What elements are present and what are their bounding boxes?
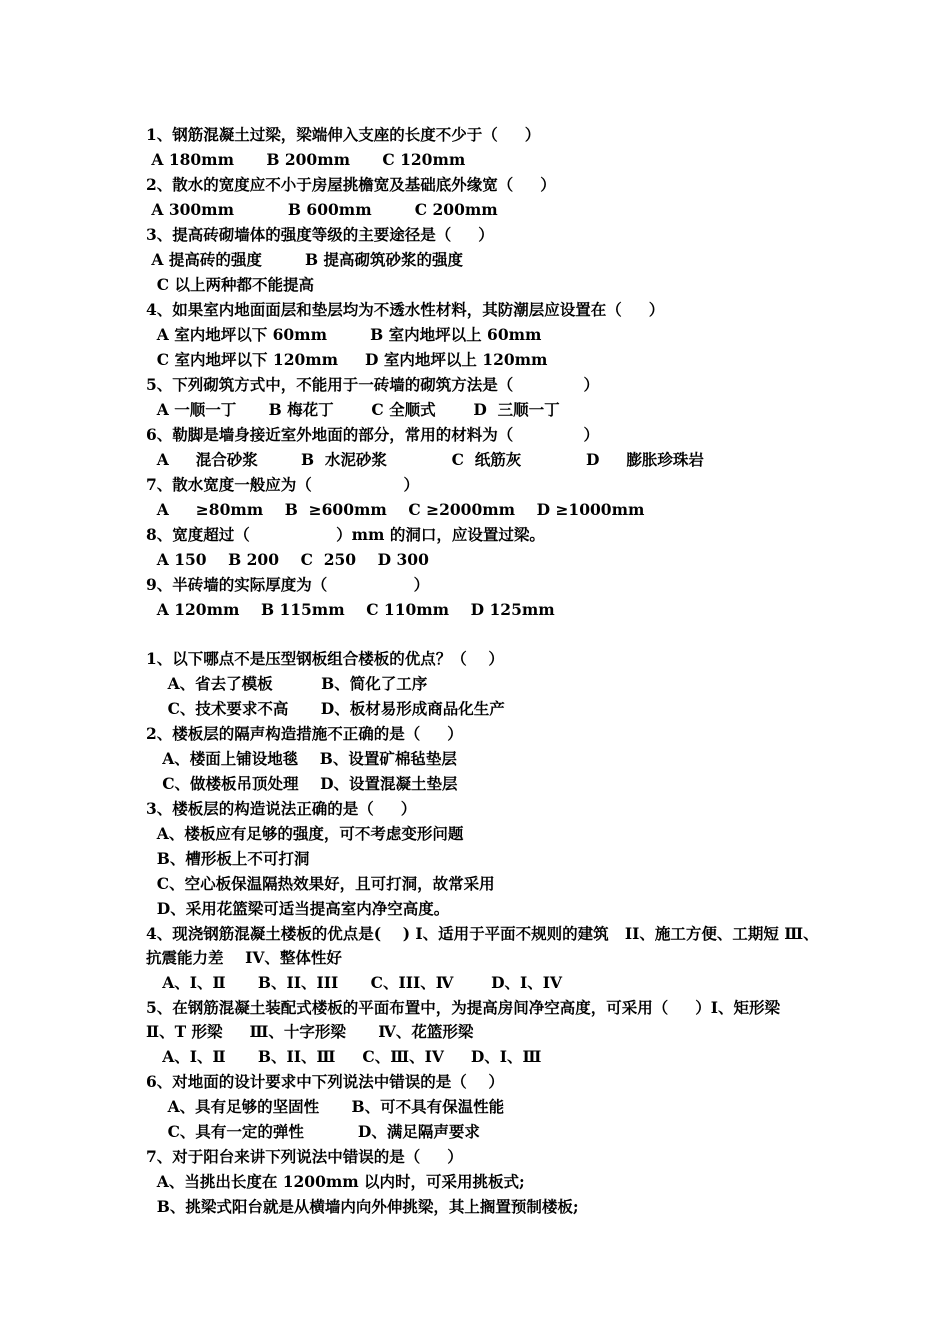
s1-question-4: 4、如果室内地面面层和垫层均为不透水性材料，其防潮层应设置在（ ）	[146, 300, 665, 319]
s2-options-2a: A、楼面上铺设地毯 B、设置矿棉毡垫层	[146, 749, 457, 768]
s1-options-6: A 混合砂浆 B 水泥砂浆 C 纸筋灰 D 膨胀珍珠岩	[146, 450, 704, 469]
s2-options-4: A、I、Ⅱ B、II、III C、III、Ⅳ D、I、IV	[146, 973, 563, 992]
s2-option-7a: A、当挑出长度在 1200mm 以内时，可采用挑板式;	[146, 1172, 525, 1191]
s1-question-6: 6、勒脚是墙身接近室外地面的部分，常用的材料为（ ）	[146, 425, 599, 444]
s2-option-3c: C、空心板保温隔热效果好，且可打洞，故常采用	[146, 874, 495, 893]
s1-question-3: 3、提高砖砌墙体的强度等级的主要途径是（ ）	[146, 225, 494, 244]
s2-option-7b: B、挑梁式阳台就是从横墙内向外伸挑梁，其上搁置预制楼板;	[146, 1197, 579, 1216]
s2-question-2: 2、楼板层的隔声构造措施不正确的是（ ）	[146, 724, 463, 743]
s2-options-1a: A、省去了模板 B、简化了工序	[146, 674, 428, 693]
s1-question-1: 1、钢筋混凝土过梁，梁端伸入支座的长度不少于（ ）	[146, 125, 541, 144]
s1-question-5: 5、下列砌筑方式中，不能用于一砖墙的砌筑方法是（ ）	[146, 375, 599, 394]
s1-options-1: A 180mm B 200mm C 120mm	[146, 150, 466, 169]
s1-question-2: 2、散水的宽度应不小于房屋挑檐宽及基础底外缘宽（ ）	[146, 175, 556, 194]
s1-options-7: A ≥80mm B ≥600mm C ≥2000mm D ≥1000mm	[146, 500, 645, 519]
s2-options-5: A、I、Ⅱ B、II、Ⅲ C、Ⅲ、IV D、I、Ⅲ	[146, 1047, 542, 1066]
s2-options-6b: C、具有一定的弹性 D、满足隔声要求	[146, 1122, 480, 1141]
s2-question-7: 7、对于阳台来讲下列说法中错误的是（ ）	[146, 1147, 463, 1166]
s1-options-3a: A 提高砖的强度 B 提高砌筑砂浆的强度	[146, 250, 463, 269]
s2-option-3d: D、采用花篮梁可适当提高室内净空高度。	[146, 899, 450, 918]
s2-options-6a: A、具有足够的坚固性 B、可不具有保温性能	[146, 1097, 505, 1116]
s1-question-8: 8、宽度超过（ ）mm 的洞口，应设置过梁。	[146, 525, 545, 544]
s1-options-3b: C 以上两种都不能提高	[146, 275, 315, 294]
s2-options-1b: C、技术要求不高 D、板材易形成商品化生产	[146, 699, 505, 718]
s2-question-5-cont: Ⅱ、T 形梁 Ⅲ、十字形梁 Ⅳ、花篮形梁	[146, 1022, 474, 1041]
s2-question-4-cont: 抗震能力差 IV、整体性好	[146, 948, 342, 967]
s1-question-9: 9、半砖墙的实际厚度为（ ）	[146, 575, 430, 594]
s2-question-1: 1、以下哪点不是压型钢板组合楼板的优点？（ ）	[146, 649, 504, 668]
s2-option-3b: B、槽形板上不可打洞	[146, 849, 310, 868]
s2-question-4: 4、现浇钢筋混凝土楼板的优点是( ) I、适用于平面不规则的建筑 II、施工方便、工期短 Ⅲ、	[146, 924, 819, 943]
s1-options-4a: A 室内地坪以下 60mm B 室内地坪以上 60mm	[146, 325, 542, 344]
s2-options-2b: C、做楼板吊顶处理 D、设置混凝土垫层	[146, 774, 458, 793]
s1-options-5: A 一顺一丁 B 梅花丁 C 全顺式 D 三顺一丁	[146, 400, 560, 419]
s1-options-4b: C 室内地坪以下 120mm D 室内地坪以上 120mm	[146, 350, 548, 369]
s2-question-6: 6、对地面的设计要求中下列说法中错误的是（ ）	[146, 1072, 504, 1091]
s1-options-8: A 150 B 200 C 250 D 300	[146, 550, 429, 569]
s2-question-5: 5、在钢筋混凝土装配式楼板的平面布置中，为提高房间净空高度，可采用（ ）I、矩形梁	[146, 998, 781, 1017]
s1-options-9: A 120mm B 115mm C 110mm D 125mm	[146, 600, 555, 619]
s1-question-7: 7、散水宽度一般应为（ ）	[146, 475, 420, 494]
s2-question-3: 3、楼板层的构造说法正确的是（ ）	[146, 799, 417, 818]
s2-option-3a: A、楼板应有足够的强度，可不考虑变形问题	[146, 824, 464, 843]
s1-options-2: A 300mm B 600mm C 200mm	[146, 200, 498, 219]
